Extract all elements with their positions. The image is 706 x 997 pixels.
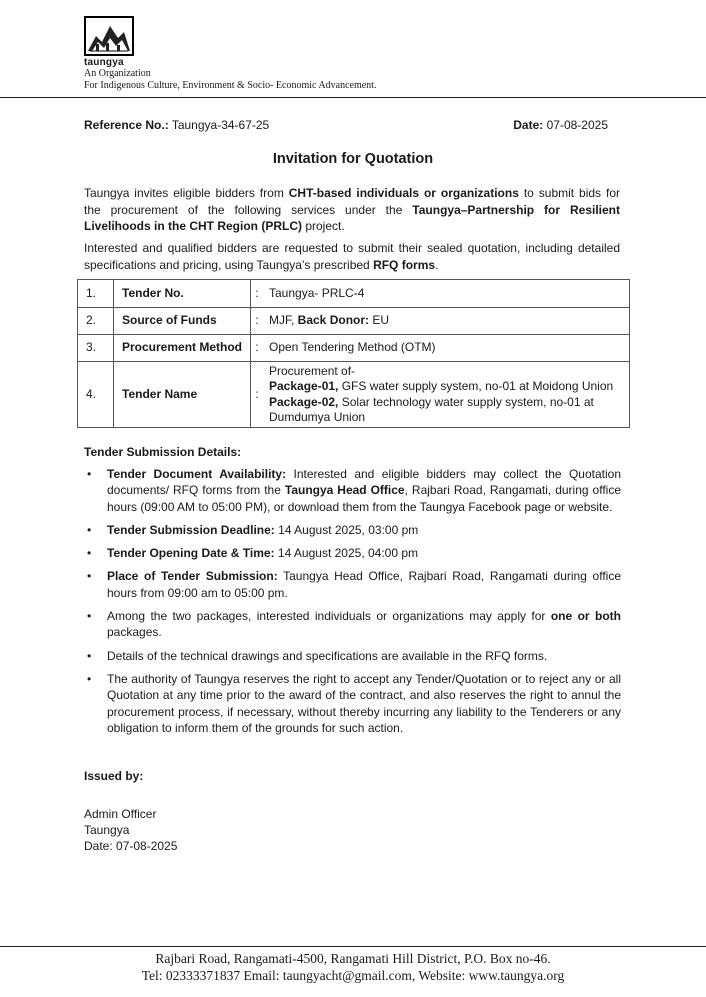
row-number: 1. — [78, 280, 114, 308]
table-row — [78, 362, 630, 428]
footer — [0, 950, 706, 984]
footer-divider — [0, 946, 706, 947]
instruction-paragraph: Interested and qualified bidders are requested to submit their sealed quotation, including detailed specifications and pricing, using Taungya’s prescribed RFQ forms. — [84, 241, 620, 272]
bullet-icon: • — [87, 546, 92, 561]
row-number: 2. — [78, 308, 114, 335]
page-title: Invitation for Quotation — [272, 151, 434, 167]
org-mission: For Indigenous Culture, Environment & Socio- Economic Advancement. — [84, 80, 377, 91]
document-date: Date: 07-08-2025 — [513, 118, 608, 132]
signatory-role: Admin Officer — [84, 807, 157, 821]
list-item: • Details of the technical drawings and specifications are available in the RFQ forms. — [87, 648, 548, 663]
footer-address: Rajbari Road, Rangamati-4500, Rangamati Hill District, P.O. Box no-46. — [155, 951, 551, 966]
logo-mountain-icon — [86, 18, 132, 54]
row-label: Source of Funds — [114, 308, 251, 335]
row-number: 3. — [78, 335, 114, 362]
signoff-date: Date: 07-08-2025 — [84, 839, 178, 853]
bullet-icon: • — [87, 609, 92, 624]
list-item: • Tender Opening Date & Time: 14 August 2025, 04:00 pm — [87, 546, 419, 561]
letterhead — [84, 16, 376, 92]
table-row — [78, 308, 630, 335]
source-of-funds-value: MJF, Back Donor: EU — [263, 308, 630, 335]
submission-list — [84, 466, 621, 743]
signatory-org: Taungya — [84, 823, 130, 837]
table-row — [78, 335, 630, 362]
bullet-icon: • — [87, 671, 92, 686]
tender-info-table — [77, 279, 630, 428]
logo-wordmark: taungya — [84, 57, 124, 68]
header-divider — [0, 97, 706, 98]
reference-row — [84, 118, 608, 132]
list-item: • The authority of Taungya reserves the right to accept any Tender/Quotation or to reject any or all Quotation at any time prior to the award of the contract, and also reserves the right to annul the procurement process, if necessary, without thereby incurring any liability to the Tenderers or any obligation to inform them of the grounds for such action. — [87, 671, 621, 735]
procurement-method-value: Open Tendering Method (OTM) — [263, 335, 630, 362]
footer-contact: Tel: 02333371837 Email: taungyacht@gmail.com, Website: www.taungya.org — [141, 968, 565, 983]
bullet-icon: • — [87, 648, 92, 663]
row-label: Tender Name — [114, 362, 251, 428]
row-number: 4. — [78, 362, 114, 428]
bullet-icon: • — [87, 467, 92, 481]
org-tagline: An Organization — [84, 68, 151, 79]
signoff-block — [84, 806, 177, 854]
row-label: Tender No. — [114, 280, 251, 308]
row-colon: : — [251, 335, 264, 362]
row-label: Procurement Method — [114, 335, 251, 362]
list-item: • Tender Document Availability: Interested and eligible bidders may collect the Quotation documents/ RFQ forms from the Taungya Head Office, Rajbari Road, Rangamati, during office hours (09:00 AM to 05:00 PM), or download them from the Taungya Facebook page or website. — [87, 467, 622, 514]
intro-paragraph: Taungya invites eligible bidders from CHT-based individuals or organizations to submit bids for the procurement of the following services under the Taungya–Partnership for Resilient Livelihoods in the CHT Region (PRLC) project. — [84, 186, 620, 233]
list-item: • Among the two packages, interested individuals or organizations may apply for one or both packages. — [87, 609, 621, 640]
row-colon: : — [251, 308, 264, 335]
row-colon: : — [251, 280, 264, 308]
bullet-icon: • — [87, 569, 92, 584]
table-row — [78, 280, 630, 308]
reference-number: Reference No.: Taungya-34-67-25 — [84, 118, 270, 132]
tender-name-value: Procurement of- Package-01, GFS water supply system, no-01 at Moidong Union Package-02, Solar technology water supply system, no-01 at Dumdumya Union — [263, 362, 630, 428]
list-item: • Tender Submission Deadline: 14 August 2025, 03:00 pm — [87, 522, 419, 537]
taungya-logo — [84, 16, 134, 56]
submission-heading: Tender Submission Details: — [84, 445, 242, 459]
list-item: • Place of Tender Submission: Taungya Head Office, Rajbari Road, Rangamati during office hours from 09:00 am to 05:00 pm. — [87, 569, 621, 600]
row-colon: : — [251, 362, 264, 428]
tender-number-value: Taungya- PRLC-4 — [263, 280, 630, 308]
issued-by-heading: Issued by: — [84, 769, 144, 783]
bullet-icon: • — [87, 522, 92, 537]
